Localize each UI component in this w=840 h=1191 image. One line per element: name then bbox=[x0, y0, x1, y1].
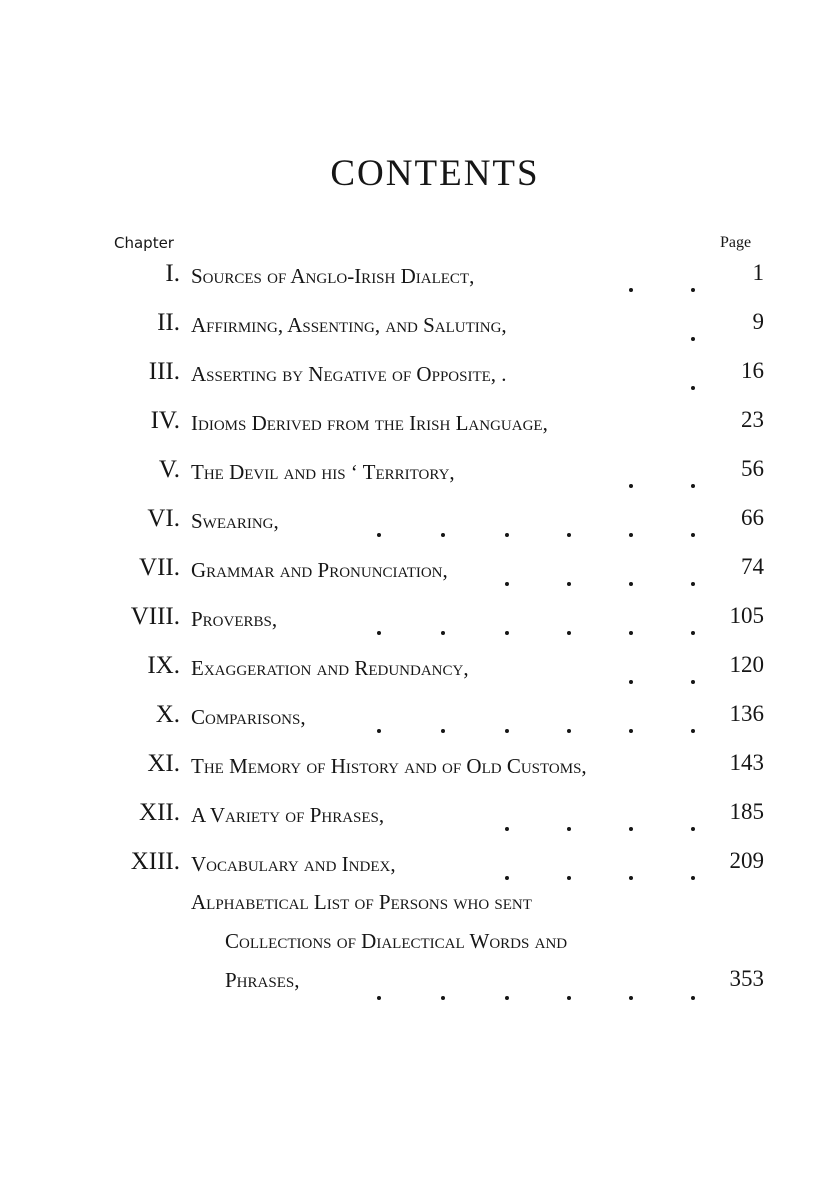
page-number: 74 bbox=[741, 554, 764, 579]
toc-row bbox=[0, 552, 840, 601]
chapter-number: II. bbox=[157, 309, 180, 336]
toc-row bbox=[0, 258, 840, 307]
chapter-number: XI. bbox=[147, 750, 180, 777]
toc-row bbox=[0, 748, 840, 797]
page-number: 209 bbox=[729, 848, 764, 873]
leader-dot bbox=[691, 876, 695, 880]
appendix-title-line-3: Phrases, bbox=[225, 968, 300, 992]
table-of-contents bbox=[0, 258, 840, 895]
leader-dot bbox=[505, 996, 509, 1000]
toc-row bbox=[0, 797, 840, 846]
leader-dot bbox=[505, 582, 509, 586]
toc-row bbox=[0, 846, 840, 895]
leader-dot bbox=[567, 631, 571, 635]
leader-dot bbox=[691, 337, 695, 341]
page-column-header: Page bbox=[720, 234, 752, 251]
leader-dot bbox=[629, 996, 633, 1000]
leader-dot bbox=[505, 876, 509, 880]
leader-dot bbox=[691, 386, 695, 390]
toc-row bbox=[0, 699, 840, 748]
leader-dot bbox=[691, 827, 695, 831]
page-number: 185 bbox=[729, 799, 764, 824]
leader-dot bbox=[629, 827, 633, 831]
leader-dot bbox=[505, 631, 509, 635]
appendix-title-line-1: Alphabetical List of Persons who sent bbox=[191, 890, 532, 914]
page-number: 16 bbox=[741, 358, 764, 383]
chapter-title: The Devil and his ‘ Territory, bbox=[191, 460, 455, 484]
page-number: 136 bbox=[729, 701, 764, 726]
leader-dot bbox=[691, 533, 695, 537]
page-number: 23 bbox=[741, 407, 764, 432]
leader-dot bbox=[629, 582, 633, 586]
page-number: 143 bbox=[729, 750, 764, 775]
chapter-title: Comparisons, bbox=[191, 705, 306, 729]
chapter-title: Vocabulary and Index, bbox=[191, 852, 396, 876]
page-number: 105 bbox=[729, 603, 764, 628]
leader-dot bbox=[567, 996, 571, 1000]
leader-dot bbox=[629, 876, 633, 880]
leader-dot bbox=[505, 827, 509, 831]
chapter-title: Exaggeration and Redundancy, bbox=[191, 656, 469, 680]
toc-row bbox=[0, 503, 840, 552]
leader-dot bbox=[567, 582, 571, 586]
toc-row bbox=[0, 601, 840, 650]
leader-dot bbox=[691, 582, 695, 586]
leader-dot bbox=[629, 288, 633, 292]
leader-dot bbox=[377, 729, 381, 733]
chapter-title: The Memory of History and of Old Customs, bbox=[191, 754, 587, 778]
chapter-number: VI. bbox=[147, 505, 180, 532]
leader-dot bbox=[691, 288, 695, 292]
toc-row bbox=[0, 454, 840, 503]
chapter-number: XII. bbox=[139, 799, 180, 826]
leader-dot bbox=[567, 876, 571, 880]
leader-dot bbox=[505, 729, 509, 733]
leader-dot bbox=[505, 533, 509, 537]
chapter-number: IV. bbox=[150, 407, 180, 434]
leader-dot bbox=[567, 533, 571, 537]
leader-dot bbox=[441, 996, 445, 1000]
toc-row bbox=[0, 307, 840, 356]
toc-row bbox=[0, 356, 840, 405]
chapter-title: Sources of Anglo-Irish Dialect, bbox=[191, 264, 475, 288]
leader-dot bbox=[691, 996, 695, 1000]
chapter-number: X. bbox=[155, 701, 180, 728]
leader-dot bbox=[629, 729, 633, 733]
page-title: CONTENTS bbox=[330, 153, 540, 194]
leader-dot bbox=[441, 533, 445, 537]
chapter-number: V. bbox=[158, 456, 180, 483]
chapter-title: Asserting by Negative of Opposite, . bbox=[191, 362, 507, 386]
chapter-title: A Variety of Phrases, bbox=[191, 803, 385, 827]
chapter-number: III. bbox=[148, 358, 180, 385]
leader-dot bbox=[441, 631, 445, 635]
page-number: 56 bbox=[741, 456, 764, 481]
chapter-title: Proverbs, bbox=[191, 607, 278, 631]
leader-dot bbox=[691, 484, 695, 488]
leader-dot bbox=[441, 729, 445, 733]
leader-dot bbox=[377, 996, 381, 1000]
page-number: 1 bbox=[752, 260, 764, 285]
leader-dot bbox=[629, 484, 633, 488]
chapter-column-header: Chapter bbox=[114, 234, 174, 252]
chapter-title: Grammar and Pronunciation, bbox=[191, 558, 448, 582]
leader-dot bbox=[691, 729, 695, 733]
leader-dot bbox=[567, 827, 571, 831]
chapter-number: XIII. bbox=[130, 848, 180, 875]
chapter-number: I. bbox=[165, 260, 180, 287]
chapter-title: Idioms Derived from the Irish Language, bbox=[191, 411, 548, 435]
leader-dot bbox=[629, 631, 633, 635]
appendix-page-number: 353 bbox=[729, 966, 764, 991]
chapter-number: VIII. bbox=[130, 603, 180, 630]
toc-row bbox=[0, 650, 840, 699]
page-number: 66 bbox=[741, 505, 764, 530]
page-number: 120 bbox=[729, 652, 764, 677]
leader-dot bbox=[691, 631, 695, 635]
leader-dot bbox=[629, 533, 633, 537]
leader-dot bbox=[691, 680, 695, 684]
chapter-title: Affirming, Assenting, and Saluting, bbox=[191, 313, 507, 337]
leader-dot bbox=[629, 680, 633, 684]
chapter-number: IX. bbox=[147, 652, 180, 679]
chapter-title: Swearing, bbox=[191, 509, 279, 533]
leader-dot bbox=[377, 631, 381, 635]
appendix-title-line-2: Collections of Dialectical Words and bbox=[225, 929, 568, 953]
leader-dot bbox=[567, 729, 571, 733]
page-number: 9 bbox=[752, 309, 764, 334]
chapter-number: VII. bbox=[139, 554, 180, 581]
toc-row bbox=[0, 405, 840, 454]
leader-dot bbox=[377, 533, 381, 537]
